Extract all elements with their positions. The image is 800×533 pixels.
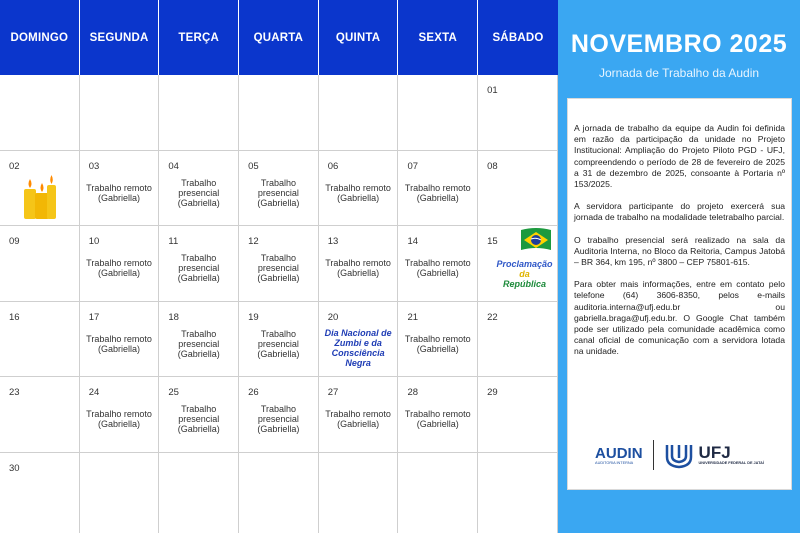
day-number: 17 (88, 311, 100, 323)
work-mode-note: Trabalho remoto (Gabriella) (86, 409, 152, 429)
day-number: 07 (407, 160, 419, 172)
weekday-wednesday: QUARTA (239, 0, 319, 75)
calendar-week-row (0, 453, 558, 533)
calendar-day-cell (398, 377, 478, 452)
calendar-day-cell (478, 302, 558, 377)
work-mode-note: Trabalho presencial (Gabriella) (177, 404, 220, 434)
day-number: 09 (9, 236, 20, 247)
work-mode-note: Trabalho remoto (Gabriella) (404, 258, 471, 278)
calendar-day-cell (319, 453, 399, 533)
side-panel (558, 0, 800, 533)
calendar-day-cell (398, 302, 478, 377)
calendar-week-row (0, 302, 558, 378)
calendar-day-cell (239, 377, 319, 452)
day-number: 27 (327, 387, 339, 398)
day-number: 22 (487, 311, 498, 323)
day-number: 19 (248, 311, 259, 323)
calendar-day-cell (159, 75, 239, 150)
weekday-sunday: DOMINGO (0, 0, 80, 75)
calendar-day-cell (398, 75, 478, 150)
calendar-day-cell (319, 75, 399, 150)
calendar-day-cell (239, 226, 319, 301)
work-mode-note: Trabalho remoto (Gabriella) (404, 333, 471, 354)
day-number: 20 (327, 311, 339, 323)
weekday-header (0, 0, 558, 75)
calendar-day-cell (398, 453, 478, 533)
work-mode-note: Trabalho presencial (Gabriella) (177, 328, 220, 359)
calendar-day-cell (80, 151, 160, 226)
day-number: 24 (88, 387, 100, 398)
info-paragraph: Para obter mais informações, entre em contato pelo telefone (64) 3606-8350, pelos e-mails auditoria.interna@ufj.edu.br ou gabriella.braga@ufj.edu.br. O Google Chat também pode ser utilizado pela comunidade acadêmica como canal oficial de comunicação com a servidora lotada na unidade. (574, 279, 785, 357)
day-number: 16 (9, 311, 20, 323)
day-number: 14 (407, 236, 419, 247)
calendar-day-cell (80, 377, 160, 452)
calendar-day-cell (0, 377, 80, 452)
audin-logo: AUDIN AUDITORIA INTERNA (595, 444, 643, 465)
calendar-day-cell (239, 75, 319, 150)
weekday-thursday: QUINTA (319, 0, 399, 75)
logos (568, 435, 791, 475)
day-number: 06 (327, 160, 339, 172)
calendar-day-cell (0, 302, 80, 377)
calendar-day-cell (80, 226, 160, 301)
month-subtitle: Jornada de Trabalho da Audin (598, 66, 760, 80)
calendar-day-cell (239, 151, 319, 226)
work-mode-note: Trabalho presencial (Gabriella) (257, 253, 300, 283)
calendar-day-cell (159, 453, 239, 533)
holiday-label: Proclamação da República (496, 259, 553, 289)
calendar-day-cell (478, 453, 558, 533)
work-mode-note: Trabalho presencial (Gabriella) (177, 253, 220, 283)
weekday-monday: SEGUNDA (80, 0, 160, 75)
calendar-day-cell (319, 302, 399, 377)
info-paragraph: O trabalho presencial será realizado na sala da Auditoria Interna, no Bloco da Reitoria, Campus Jatobá – BR 364, km 195, nº 3800 – CEP 75801-615. (574, 234, 785, 268)
calendar-week-row (0, 75, 558, 151)
calendar-day-cell (478, 75, 558, 150)
day-number: 26 (248, 387, 259, 398)
day-number: 10 (88, 236, 100, 247)
calendar-day-cell (80, 453, 160, 533)
work-mode-note: Trabalho presencial (Gabriella) (257, 177, 300, 208)
calendar-day-cell (478, 377, 558, 452)
day-number: 08 (487, 160, 498, 172)
calendar-day-cell (159, 302, 239, 377)
calendar-day-cell (0, 453, 80, 533)
day-number: 05 (248, 160, 259, 172)
calendar-day-cell (319, 226, 399, 301)
info-paragraph: A jornada de trabalho da equipe da Audin foi definida em razão da participação da unidade no Projeto Institucional: Ampliação do Projeto Piloto PGD - UFJ, compreendendo o período de 28 de fevereiro de 2025 a 31 de dezembro de 2025, consoante à Portaria nº 153/2025. (574, 123, 785, 190)
work-mode-note: Trabalho remoto (Gabriella) (325, 258, 391, 278)
work-mode-note: Trabalho remoto (Gabriella) (325, 182, 391, 203)
day-number: 13 (327, 236, 339, 247)
calendar-grid (0, 75, 558, 533)
day-number: 30 (9, 462, 20, 474)
candle-icon (20, 175, 60, 221)
day-number: 15 (487, 236, 498, 247)
day-number: 18 (168, 311, 179, 323)
weekday-tuesday: TERÇA (159, 0, 239, 75)
day-number: 11 (168, 236, 179, 247)
day-number: 23 (9, 387, 20, 398)
calendar-day-cell (80, 302, 160, 377)
calendar-day-cell (159, 226, 239, 301)
calendar-week-row (0, 377, 558, 453)
day-number: 01 (487, 85, 498, 96)
work-mode-note: Trabalho remoto (Gabriella) (404, 182, 471, 203)
calendar-day-cell (0, 151, 80, 226)
work-mode-note: Trabalho remoto (Gabriella) (86, 182, 152, 203)
work-mode-note: Trabalho remoto (Gabriella) (86, 258, 152, 278)
day-number: 03 (88, 160, 100, 172)
work-mode-note: Trabalho remoto (Gabriella) (86, 333, 152, 354)
day-number: 29 (487, 387, 498, 398)
info-box (567, 98, 792, 490)
weekday-friday: SEXTA (398, 0, 478, 75)
work-mode-note: Trabalho presencial (Gabriella) (257, 328, 300, 359)
calendar-day-cell (80, 75, 160, 150)
ufj-logo: UFJ UNIVERSIDADE FEDERAL DE JATAÍ (664, 441, 764, 469)
day-number: 25 (168, 387, 179, 398)
day-number: 28 (407, 387, 419, 398)
calendar-day-cell (319, 151, 399, 226)
calendar-day-cell (159, 377, 239, 452)
calendar-day-cell (239, 453, 319, 533)
calendar-day-cell (478, 226, 558, 301)
weekday-saturday: SÁBADO (478, 0, 558, 75)
calendar-day-cell (319, 377, 399, 452)
work-mode-note: Trabalho presencial (Gabriella) (257, 404, 300, 434)
brazil-flag-icon (519, 226, 553, 256)
work-mode-note: Trabalho presencial (Gabriella) (177, 177, 220, 208)
holiday-label: Dia Nacional de Zumbi e da Consciência Negra (324, 327, 392, 368)
day-number: 21 (407, 311, 419, 323)
work-mode-note: Trabalho remoto (Gabriella) (404, 409, 471, 429)
calendar-week-row (0, 151, 558, 227)
day-number: 02 (9, 160, 20, 172)
calendar-day-cell (478, 151, 558, 226)
day-number: 04 (168, 160, 179, 172)
calendar-day-cell (0, 75, 80, 150)
month-title: NOVEMBRO 2025 (570, 30, 788, 58)
calendar-day-cell (239, 302, 319, 377)
work-mode-note: Trabalho remoto (Gabriella) (325, 409, 391, 429)
day-number: 12 (248, 236, 259, 247)
calendar-day-cell (398, 226, 478, 301)
calendar-day-cell (159, 151, 239, 226)
calendar-week-row (0, 226, 558, 302)
calendar-day-cell (398, 151, 478, 226)
info-paragraph: A servidora participante do projeto exercerá sua jornada de trabalho na modalidade teletrabalho parcial. (574, 201, 785, 223)
calendar-day-cell (0, 226, 80, 301)
logo-divider (653, 440, 654, 470)
ufj-emblem-icon (664, 441, 694, 469)
